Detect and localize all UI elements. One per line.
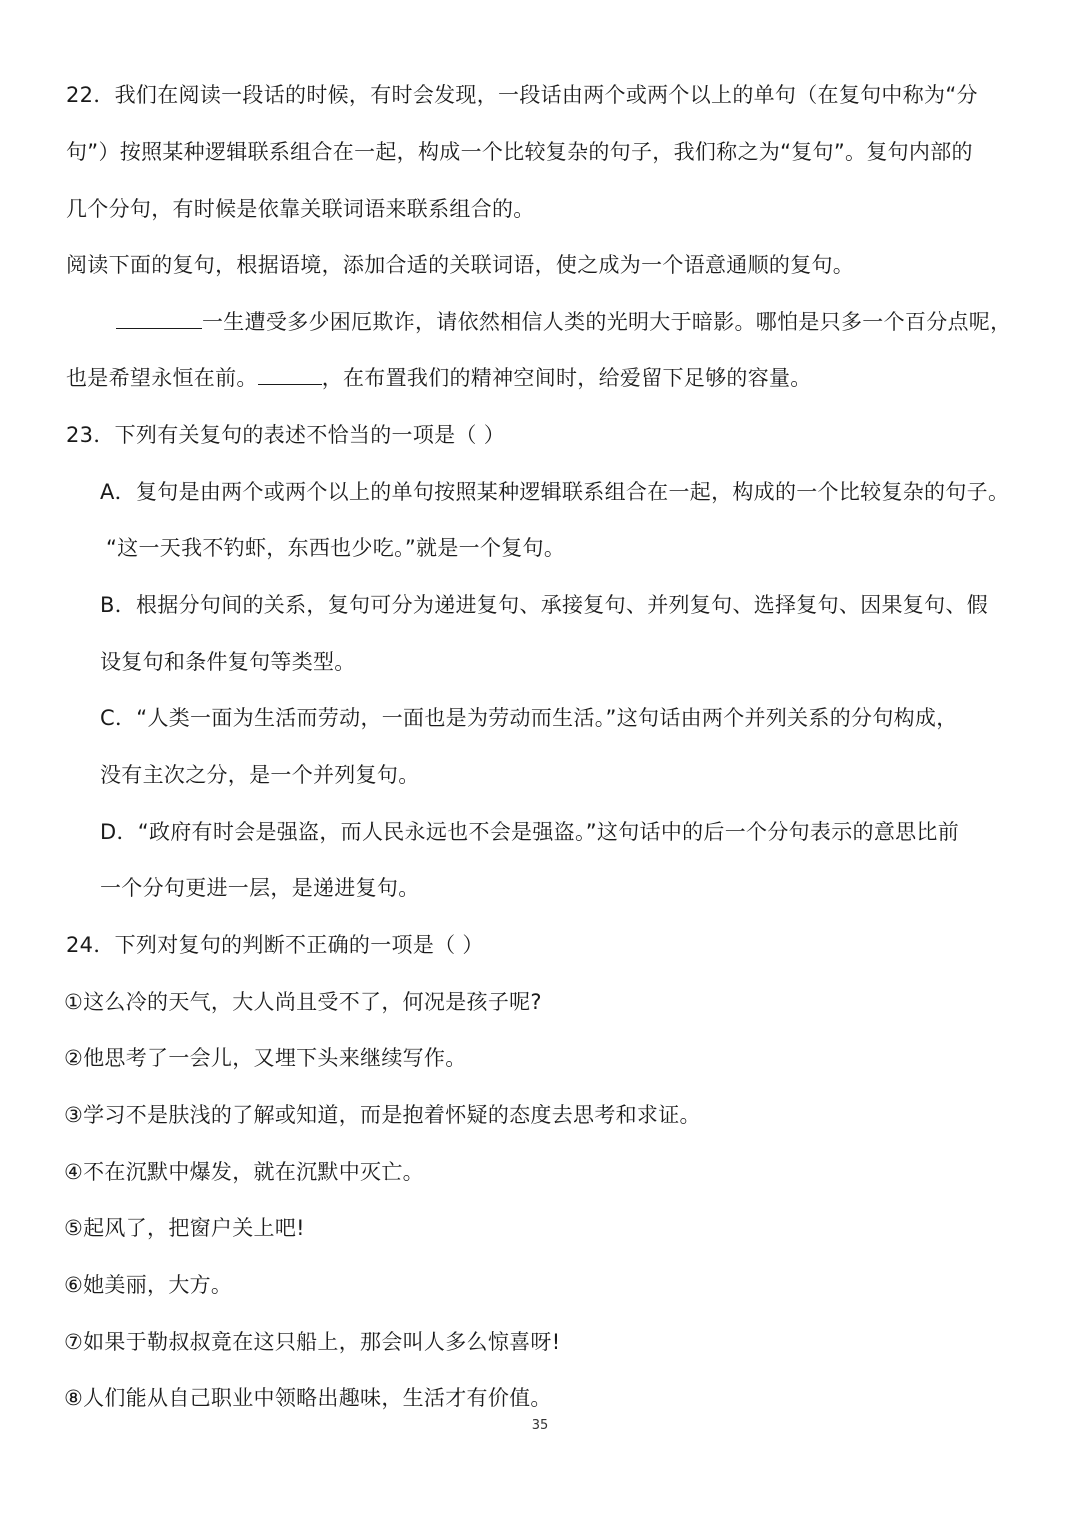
q23-option-a-line-2: “这一天我不钓虾，东西也少吃。”就是一个复句。	[106, 536, 566, 560]
q23-option-d-line-2: 一个分句更进一层，是递进复句。	[100, 876, 420, 900]
q24-item: ⑤起风了，把窗户关上吧!	[64, 1216, 305, 1240]
answer-blank-1[interactable]	[116, 308, 202, 329]
q23-option-b-line-2: 设复句和条件复句等类型。	[100, 650, 356, 674]
q24-item: ⑧人们能从自己职业中领略出趣味，生活才有价值。	[64, 1386, 552, 1410]
passage-text-3: ，在布置我们的精神空间时，给爱留下足够的容量。	[321, 366, 812, 390]
q23-stem: 23．下列有关复句的表述不恰当的一项是（ ）	[66, 423, 505, 447]
q23-option-b-line-1: B．根据分句间的关系，复句可分为递进复句、承接复句、并列复句、选择复句、因果复句、假	[100, 593, 989, 617]
q22-line-1: 22．我们在阅读一段话的时候，有时会发现，一段话由两个或两个以上的单句（在复句中称为“分	[66, 83, 978, 107]
q22-line-2: 句”）按照某种逻辑联系组合在一起，构成一个比较复杂的句子，我们称之为“复句”。复句内部的	[66, 140, 973, 164]
q23-option-c-line-1: C．“人类一面为生活而劳动，一面也是为劳动而生活。”这句话由两个并列关系的分句构成，	[100, 706, 958, 730]
q22-passage-line-2	[0, 363, 1080, 393]
q23-option-a-line-1: A．复句是由两个或两个以上的单句按照某种逻辑联系组合在一起，构成的一个比较复杂的句子。	[100, 480, 1010, 504]
passage-text-1: 一生遭受多少困厄欺诈，请依然相信人类的光明大于暗影。哪怕是只多一个百分点呢，	[202, 310, 1012, 334]
q22-instruction: 阅读下面的复句，根据语境，添加合适的关联词语，使之成为一个语意通顺的复句。	[66, 253, 855, 277]
q23-option-d-line-1: D．“政府有时会是强盗，而人民永远也不会是强盗。”这句话中的后一个分句表示的意思比前	[100, 820, 960, 844]
passage-text-2: 也是希望永恒在前。	[66, 366, 258, 390]
q24-item: ③学习不是肤浅的了解或知道，而是抱着怀疑的态度去思考和求证。	[64, 1103, 701, 1127]
q24-item: ④不在沉默中爆发，就在沉默中灭亡。	[64, 1160, 424, 1184]
answer-blank-2[interactable]	[258, 364, 322, 385]
q24-stem: 24．下列对复句的判断不正确的一项是（ ）	[66, 933, 484, 957]
q23-option-c-line-2: 没有主次之分，是一个并列复句。	[100, 763, 420, 787]
q24-item: ⑦如果于勒叔叔竟在这只船上，那会叫人多么惊喜呀!	[64, 1330, 561, 1354]
q24-item: ②他思考了一会儿，又埋下头来继续写作。	[64, 1046, 467, 1070]
q22-passage-line-1	[0, 307, 1080, 337]
q24-item: ⑥她美丽，大方。	[64, 1273, 233, 1297]
q24-item: ①这么冷的天气，大人尚且受不了，何况是孩子呢?	[64, 990, 542, 1014]
q22-line-3: 几个分句，有时候是依靠关联词语来联系组合的。	[66, 197, 535, 221]
page-number: 35	[531, 1418, 549, 1433]
